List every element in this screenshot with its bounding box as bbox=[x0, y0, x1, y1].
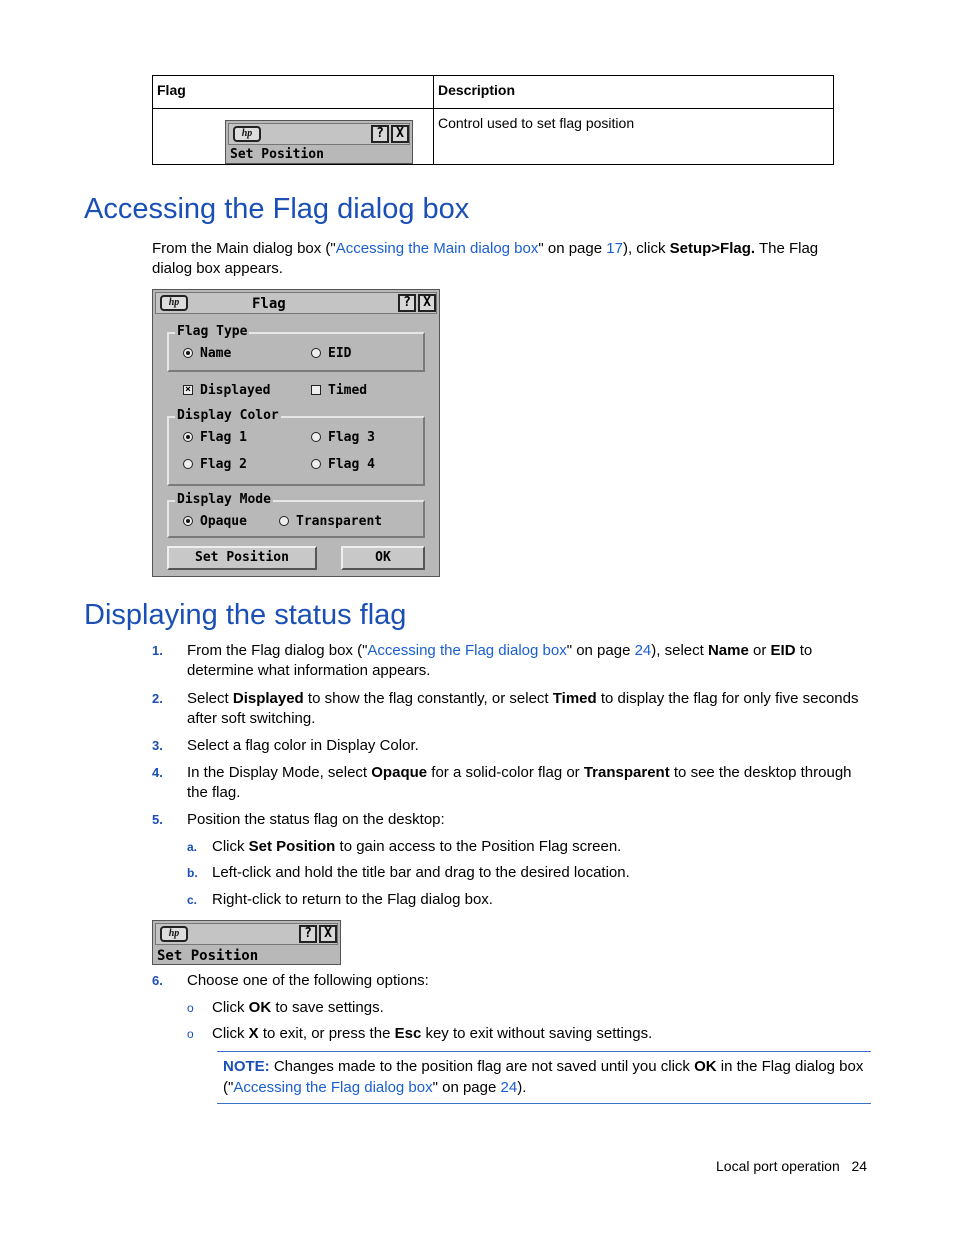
note-box: NOTE: Changes made to the position flag are not saved until you click OK in the Flag dialog box ("Accessing the Flag dialog box" on page 24). bbox=[217, 1051, 871, 1104]
radio-name: Name bbox=[183, 346, 231, 361]
footer-section: Local port operation bbox=[716, 1158, 840, 1174]
hp-logo-icon: hp bbox=[160, 926, 188, 942]
link-page-17[interactable]: 17 bbox=[606, 240, 623, 257]
section-heading-accessing-flag-dialog: Accessing the Flag dialog box bbox=[84, 193, 470, 225]
set-position-label: Set Position bbox=[230, 147, 324, 162]
radio-opaque: Opaque bbox=[183, 514, 247, 529]
help-icon: ? bbox=[371, 125, 389, 143]
table-header-flag: Flag bbox=[153, 76, 434, 109]
section-heading-displaying-status-flag: Displaying the status flag bbox=[84, 599, 407, 631]
ok-button-image: OK bbox=[341, 546, 425, 570]
radio-flag-1: Flag 1 bbox=[183, 430, 247, 445]
display-mode-group: Display Mode bbox=[167, 500, 425, 538]
footer-page-number: 24 bbox=[851, 1158, 868, 1174]
radio-eid: EID bbox=[311, 346, 351, 361]
link-page-24[interactable]: 24 bbox=[634, 642, 652, 659]
table-cell-description: Control used to set flag position bbox=[434, 109, 834, 165]
flag-dialog-image bbox=[152, 289, 440, 577]
display-color-group: Display Color bbox=[167, 416, 425, 486]
hp-logo-icon: hp bbox=[160, 295, 188, 311]
set-position-button-image: Set Position bbox=[167, 546, 317, 570]
close-icon: X bbox=[418, 294, 436, 312]
radio-flag-2: Flag 2 bbox=[183, 457, 247, 472]
set-position-label: Set Position bbox=[157, 948, 259, 964]
link-accessing-flag-dialog-note[interactable]: Accessing the Flag dialog box bbox=[233, 1079, 433, 1096]
help-icon: ? bbox=[398, 294, 416, 312]
hp-logo-icon: hp bbox=[233, 126, 261, 142]
checkbox-displayed: × Displayed bbox=[184, 383, 271, 398]
help-icon: ? bbox=[299, 925, 317, 943]
table-header-description: Description bbox=[434, 76, 834, 109]
flag-dialog-title: Flag bbox=[252, 296, 286, 312]
table-cell-flag-image bbox=[153, 109, 434, 165]
flag-type-group: Flag Type bbox=[167, 332, 425, 372]
page-footer bbox=[716, 1158, 867, 1174]
section1-paragraph: From the Main dialog box ("Accessing the Main dialog box" on page 17), click Setup>Flag. The Flag dialog box appears. bbox=[152, 240, 819, 277]
radio-flag-3: Flag 3 bbox=[311, 430, 375, 445]
close-icon: X bbox=[319, 925, 337, 943]
close-icon: X bbox=[391, 125, 409, 143]
checkbox-timed: Timed bbox=[311, 383, 367, 398]
flag-table bbox=[152, 75, 834, 165]
radio-flag-4: Flag 4 bbox=[311, 457, 375, 472]
set-position-widget-image bbox=[225, 120, 413, 164]
link-page-24-note[interactable]: 24 bbox=[500, 1079, 518, 1096]
link-accessing-flag-dialog[interactable]: Accessing the Flag dialog box bbox=[367, 642, 567, 659]
radio-transparent: Transparent bbox=[279, 514, 382, 529]
set-position-widget-image-2 bbox=[152, 920, 341, 965]
link-accessing-main-dialog[interactable]: Accessing the Main dialog box bbox=[335, 240, 539, 257]
